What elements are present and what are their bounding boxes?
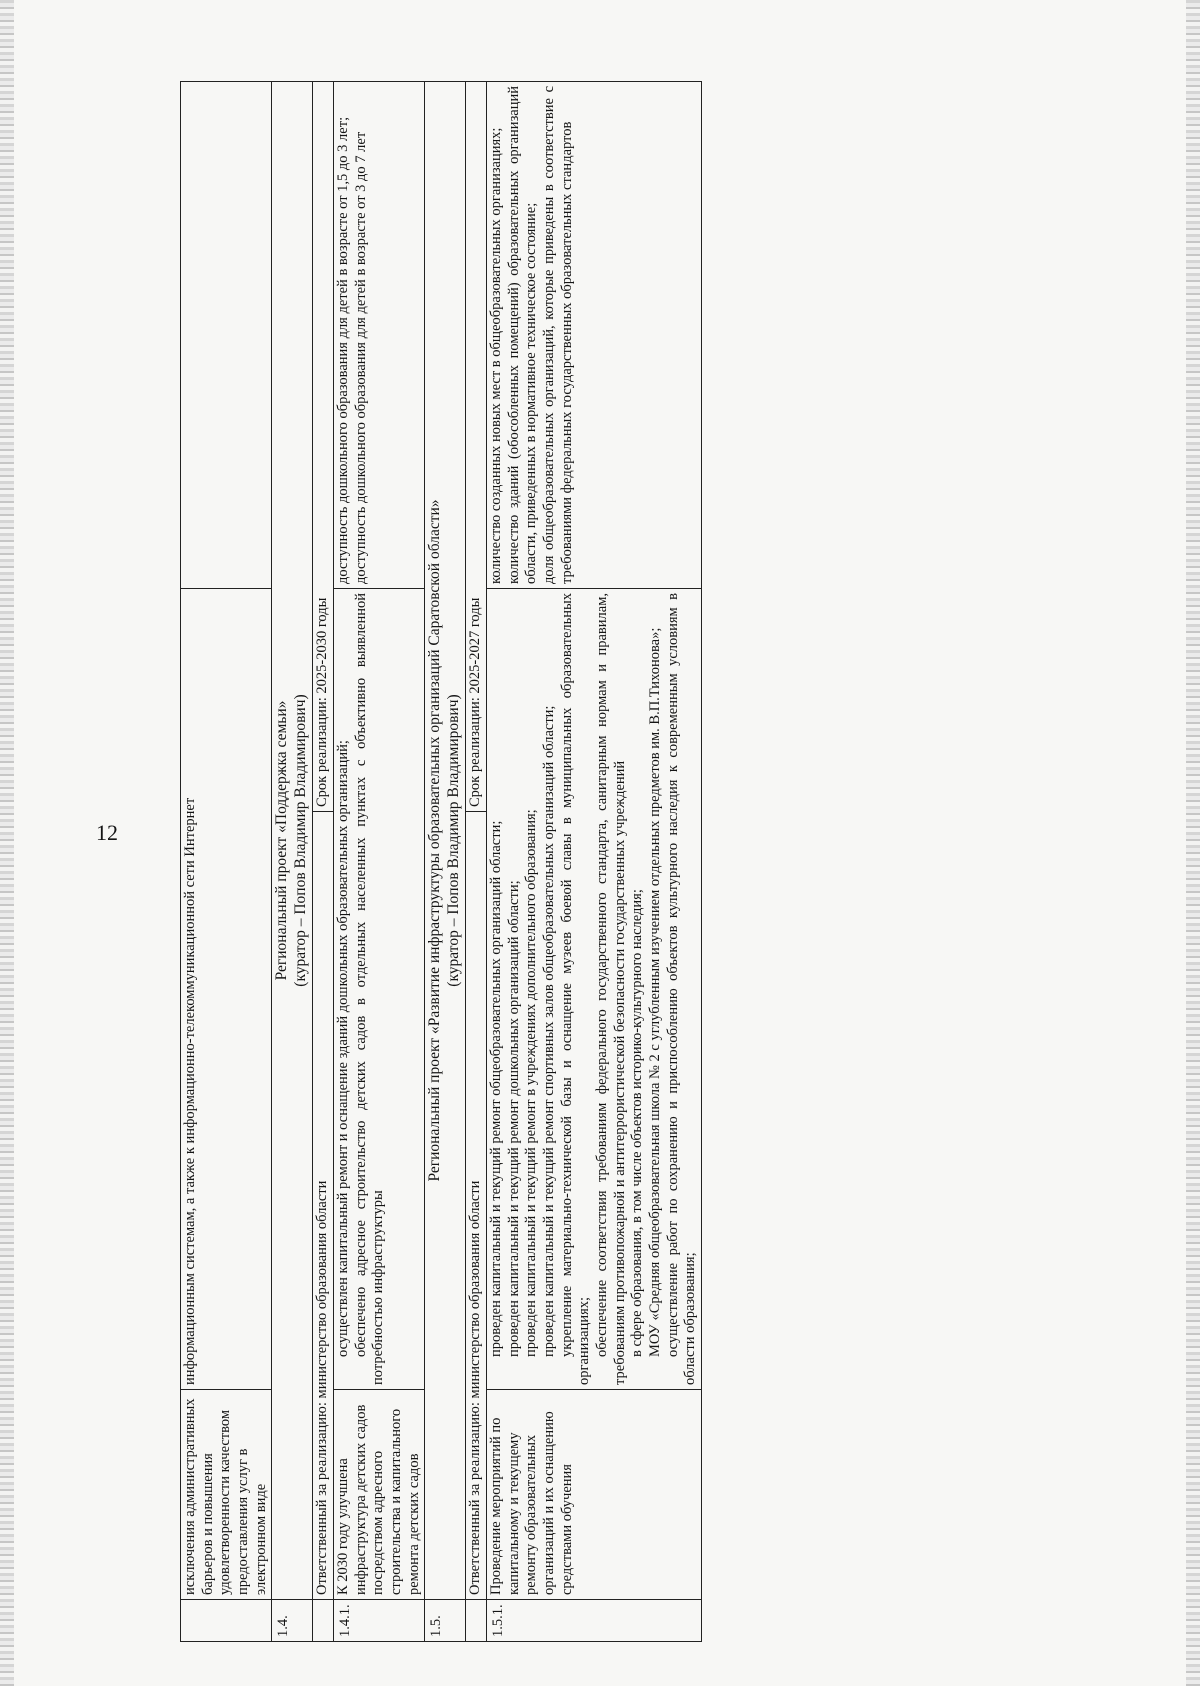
- table-row-1-5-1: [486, 81, 701, 1641]
- scan-edge-right: [1186, 0, 1200, 1686]
- table-row-1-4-1: [333, 81, 424, 1641]
- period-text: Срок реализации: 2025-2030 годы: [313, 81, 334, 811]
- cell-empty: [313, 1600, 334, 1642]
- task-results: [333, 588, 424, 1389]
- result-item: обеспечено адресное строительство детских садов в отдельных населенных пунктах с объективно выявленной потребностью инфраструктуры: [352, 592, 387, 1385]
- responsible-text: Ответственный за реализацию: министерство образования области: [313, 812, 334, 1600]
- project-number: 1.4.: [272, 1600, 313, 1642]
- period-text: Срок реализации: 2025-2027 годы: [466, 81, 487, 811]
- result-item: осуществлен капитальный ремонт и оснащение зданий дошкольных образовательных организаций;: [334, 740, 351, 1357]
- cell-num: [181, 1600, 272, 1642]
- project-title: Региональный проект «Поддержка семьи»: [273, 700, 291, 981]
- result-item: в сфере образования, в том числе объектов историко-культурного наследия;: [629, 889, 646, 1357]
- indicator-item: количество созданных новых мест в общеобразовательных организациях;: [487, 127, 504, 584]
- project-title-cell: [425, 81, 466, 1599]
- task-number: 1.4.1.: [333, 1600, 424, 1642]
- indicator-item: доступность дошкольного образования для детей в возрасте от 1,5 до 3 лет;: [334, 116, 351, 584]
- task-indicators: [333, 81, 424, 588]
- project-number: 1.5.: [425, 1600, 466, 1642]
- result-item: обеспечение соответствия требованиям федерального государственного стандарта, санитарным нормам и правилам, требованиям противопожарной и антитеррористической безопасности государственных учреждений: [594, 592, 628, 1385]
- cell-indicators: [181, 81, 272, 588]
- responsible-row: [466, 81, 487, 1641]
- result-item: МОУ «Средняя общеобразовательная школа № 2 с углубленным изучением отдельных предметов им. В.П.Тихонова»;: [647, 627, 664, 1357]
- result-item: проведен капитальный и текущий ремонт спортивных залов общеобразовательных организаций области;: [540, 705, 557, 1357]
- indicator-item: доступность дошкольного образования для детей в возрасте от 3 до 7 лет: [352, 131, 369, 584]
- task-goal: К 2030 году улучшена инфраструктура детских садов посредством адресного строительства и капитального ремонта детских садов: [333, 1390, 424, 1600]
- task-goal: Проведение мероприятий по капитальному и текущему ремонту образовательных организаций и их оснащению средствами обучения: [486, 1390, 701, 1600]
- responsible-row: [313, 81, 334, 1641]
- responsible-text: Ответственный за реализацию: министерство образования области: [466, 812, 487, 1600]
- table-row-continuation: [181, 81, 272, 1641]
- scan-edge-left: [0, 0, 14, 1686]
- project-curator: (куратор – Попов Владимир Владимирович): [292, 694, 310, 987]
- rotated-page: [180, 82, 1120, 1642]
- page-number: 12: [96, 820, 118, 845]
- indicator-item: доля общеобразовательных организаций, которые приведены в соответствие с требованиями федеральных государственных образовательных стандартов: [540, 85, 575, 584]
- cell-empty: [466, 1600, 487, 1642]
- result-item: осуществление работ по сохранению и приспособлению объектов культурного наследия к современным условиям в области образования;: [664, 592, 699, 1385]
- task-results: [486, 588, 701, 1389]
- indicator-item: количество зданий (обособленных помещений) образовательных организаций области, приведенных в нормативное техническое состояние;: [505, 85, 540, 584]
- project-curator: (куратор – Попов Владимир Владимирович): [445, 694, 463, 987]
- project-title-cell: [272, 81, 313, 1599]
- measures-table: [180, 81, 702, 1642]
- cell-goal: исключения административных барьеров и повышения удовлетворенности качеством предоставления услуг в электронном виде: [181, 1390, 272, 1600]
- result-item: укрепление материально-технической базы и оснащение музеев боевой славы в муниципальных образовательных организациях;: [558, 592, 593, 1385]
- project-header-row: [425, 81, 466, 1641]
- task-number: 1.5.1.: [486, 1600, 701, 1642]
- result-item: проведен капитальный и текущий ремонт в учреждениях дополнительного образования;: [523, 809, 540, 1357]
- project-title: Региональный проект «Развитие инфраструктуры образовательных организаций Саратовской области»: [426, 499, 444, 1182]
- task-indicators: [486, 81, 701, 588]
- cell-results: информационным системам, а также к информационно-телекоммуникационной сети Интернет: [181, 588, 272, 1389]
- result-item: проведен капитальный и текущий ремонт общеобразовательных организаций области;: [487, 820, 504, 1357]
- result-item: проведен капитальный и текущий ремонт дошкольных организаций области;: [505, 880, 522, 1357]
- project-header-row: [272, 81, 313, 1641]
